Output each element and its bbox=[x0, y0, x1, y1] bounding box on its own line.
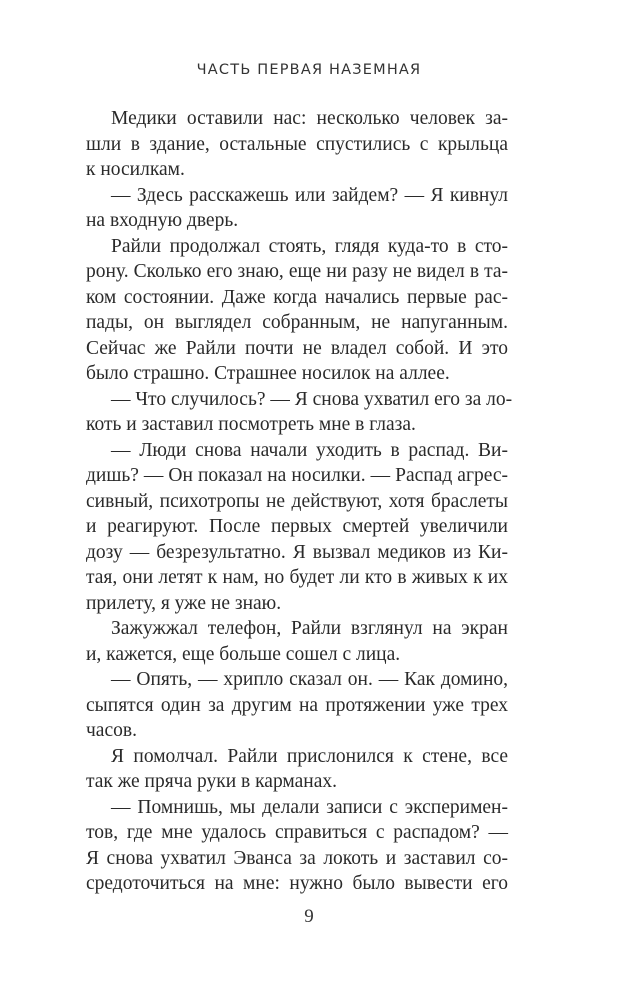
text-line: тов, где мне удалось справиться с распадом? — bbox=[86, 822, 508, 843]
text-line: — Опять, — хрипло сказал он. — Как домино, bbox=[111, 669, 508, 690]
text-line: коть и заставил посмотреть мне в глаза. bbox=[86, 414, 416, 435]
paragraph bbox=[86, 106, 508, 183]
text-line: дишь? — Он показал на носилки. — Распад агрес- bbox=[86, 465, 508, 486]
text-line: Сейчас же Райли почти не владел собой. И это bbox=[86, 337, 508, 359]
text-line: Я помолчал. Райли прислонился к стене, все bbox=[111, 745, 508, 767]
text-line: прилету, я уже не знаю. bbox=[86, 592, 282, 614]
text-line: шли в здание, остальные спустились с крыльца bbox=[86, 133, 508, 155]
text-line: средоточиться на мне: нужно было вывести его bbox=[86, 873, 508, 894]
paragraph bbox=[86, 744, 508, 795]
text-line: и реагируют. После первых смертей увеличили bbox=[86, 516, 508, 537]
text-line: тая, они летят к нам, но будет ли кто в живых к их bbox=[86, 567, 508, 588]
paragraph bbox=[86, 795, 508, 897]
text-line: часов. bbox=[86, 720, 137, 741]
paragraph bbox=[86, 234, 508, 387]
text-line: и, кажется, еще больше сошел с лица. bbox=[86, 643, 401, 665]
text-line: Медики оставили нас: несколько человек за- bbox=[111, 108, 508, 129]
text-line: на входную дверь. bbox=[86, 210, 239, 231]
paragraph bbox=[86, 667, 508, 744]
text-line: дозу — безрезультатно. Я вызвал медиков из Ки- bbox=[86, 541, 508, 563]
text-line: к носилкам. bbox=[86, 159, 185, 180]
paragraph bbox=[86, 616, 508, 667]
text-line: — Здесь расскажешь или зайдем? — Я кивнул bbox=[111, 184, 508, 206]
text-line: ком состоянии. Даже когда начались первые рас- bbox=[86, 286, 508, 308]
text-line: сыпятся один за другим на протяжении уже трех bbox=[86, 694, 508, 716]
text-line: так же пряча руки в карманах. bbox=[86, 771, 337, 792]
paragraph bbox=[86, 183, 508, 234]
page-number: 9 bbox=[304, 906, 314, 927]
paragraph bbox=[86, 387, 513, 438]
text-line: — Люди снова начали уходить в распад. Ви- bbox=[111, 439, 508, 461]
text-line: рону. Сколько его знаю, еще ни разу не видел в та- bbox=[86, 261, 508, 282]
text-line: сивный, психотропы не действуют, хотя браслеты bbox=[86, 490, 508, 512]
paragraph bbox=[86, 438, 508, 617]
running-header: ЧАСТЬ ПЕРВАЯ НАЗЕМНАЯ bbox=[196, 62, 422, 78]
text-line: было страшно. Страшнее носилок на аллее. bbox=[86, 363, 450, 384]
text-line: — Что случилось? — Я снова ухватил его за ло- bbox=[111, 388, 513, 410]
text-line: пады, он выглядел собранным, не напуганным. bbox=[86, 312, 508, 333]
text-line: — Помнишь, мы делали записи с эксперимен- bbox=[111, 796, 508, 818]
text-line: Я снова ухватил Эванса за локоть и заставил со- bbox=[86, 847, 508, 869]
text-line: Зажужжал телефон, Райли взглянул на экран bbox=[111, 618, 508, 639]
text-line: Райли продолжал стоять, глядя куда-то в сто- bbox=[111, 235, 508, 257]
body-text bbox=[86, 106, 513, 897]
